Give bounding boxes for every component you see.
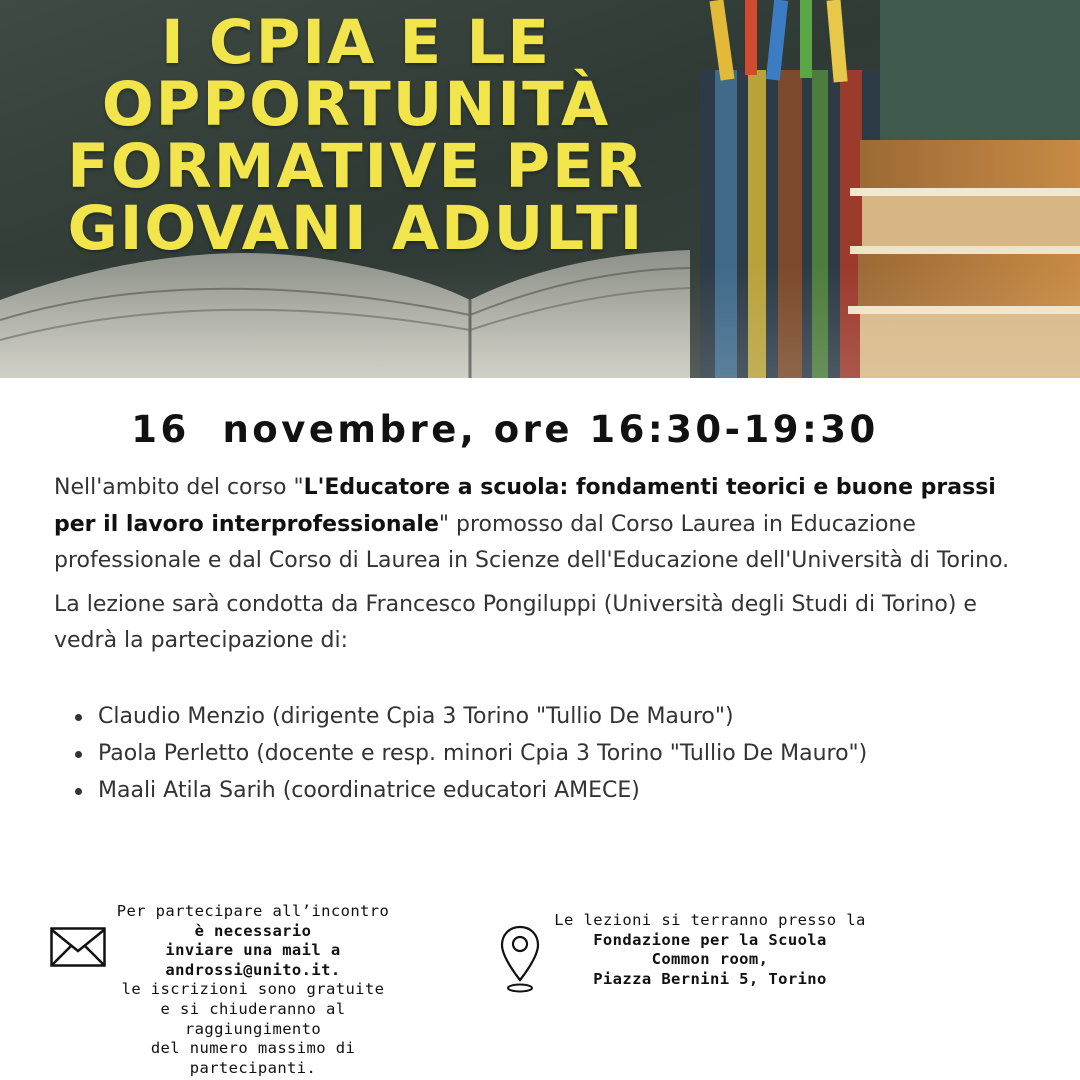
event-title-line: GIOVANI ADULTI (67, 193, 645, 264)
event-title (36, 7, 676, 264)
participant-item: Maali Atila Sarih (coordinatrice educatori AMECE) (98, 772, 1044, 809)
registration-line: raggiungimento (184, 1019, 322, 1038)
registration-email[interactable]: androssi@unito.it. (165, 960, 341, 979)
event-date: 16 novembre, ore 16:30-19:30 (131, 408, 879, 451)
participant-item: Paola Perletto (docente e resp. minori Cpia 3 Torino "Tullio De Mauro") (98, 735, 1044, 772)
event-title-line: FORMATIVE PER (67, 131, 645, 202)
participant-item: Claudio Menzio (dirigente Cpia 3 Torino "Tullio De Mauro") (98, 698, 1044, 735)
course-intro-text: Nell'ambito del corso " (54, 475, 304, 500)
location-venue: Fondazione per la Scuola (593, 930, 827, 949)
location-room: Common room, (651, 950, 769, 969)
registration-line: del numero massimo di (150, 1039, 356, 1058)
participants-list (54, 698, 1044, 809)
location-info (530, 911, 890, 989)
registration-line: le iscrizioni sono gratuite (121, 980, 385, 999)
registration-info (98, 902, 408, 1078)
registration-line: partecipanti. (189, 1058, 317, 1077)
course-promoter-text: " promosso dal Corso Laurea in Educazione professionale e dal Corso di Laurea in Scienze dell'Educazione dell'Università di Torino. (54, 511, 1010, 573)
registration-line: e si chiuderanno al (160, 999, 346, 1018)
location-address: Piazza Bernini 5, Torino (593, 969, 827, 988)
location-line: Le lezioni si terranno presso la (554, 911, 866, 929)
lecturer-paragraph: La lezione sarà condotta da Francesco Pongiluppi (Università degli Studi di Torino) e vedrà la partecipazione di: (54, 591, 977, 653)
course-paragraph (54, 470, 1044, 580)
registration-line: inviare una mail a (165, 941, 341, 960)
event-title-line: OPPORTUNITÀ (101, 69, 611, 140)
event-description (54, 470, 1044, 809)
registration-line: Per partecipare all’incontro (116, 902, 390, 920)
event-title-line: I CPIA E LE (161, 7, 551, 78)
hero-banner (0, 0, 1080, 378)
course-name: L'Educatore a scuola: fondamenti teorici e buone prassi per il lavoro interprofessionale (54, 475, 996, 537)
registration-line: è necessario (194, 921, 312, 940)
